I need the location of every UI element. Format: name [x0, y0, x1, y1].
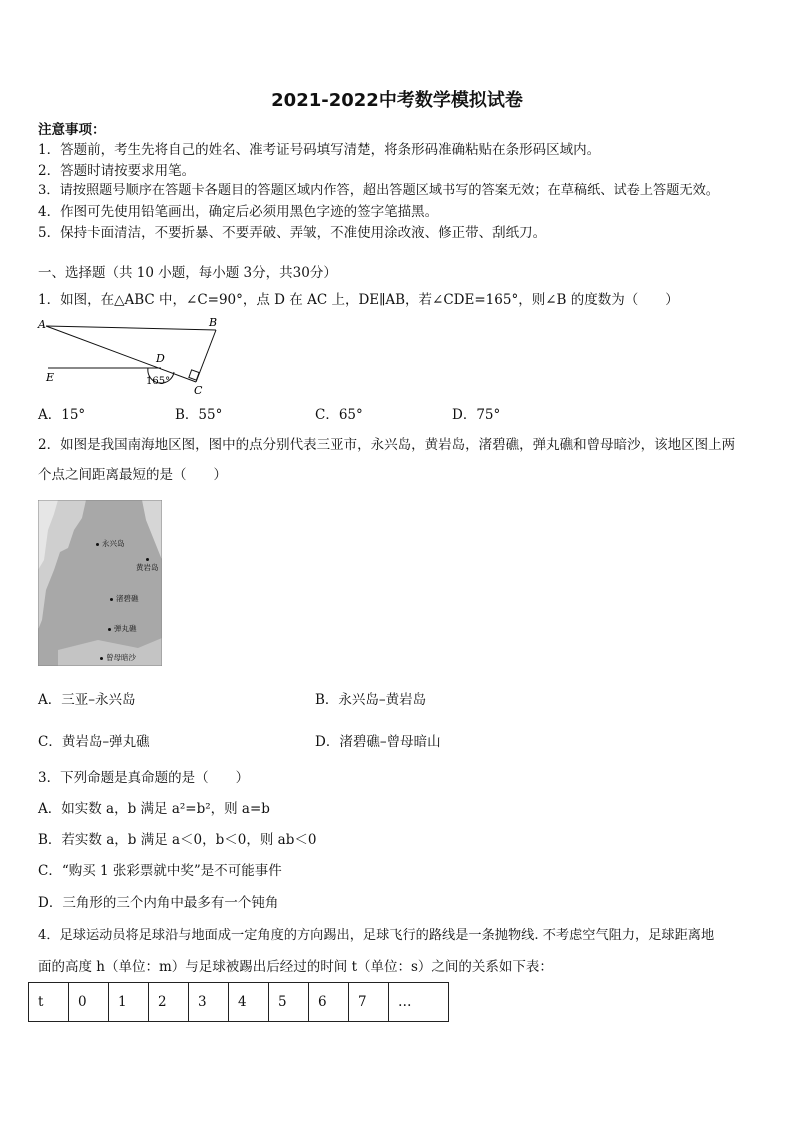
table-cell: 7 [349, 983, 389, 1022]
page-title: 2021-2022中考数学模拟试卷 [271, 90, 523, 111]
question-1-text: 1．如图，在△ABC 中，∠C=90°，点 D 在 AC 上，DE∥AB，若∠CDE=165°，则∠B 的度数为（ ） [38, 292, 679, 308]
notice-item-3: 3．请按照题号顺序在答题卡各题目的答题区域内作答，超出答题区域书写的答案无效；在草稿纸、试卷上答题无效。 [38, 183, 719, 198]
q1-option-c[interactable]: C．65° [315, 407, 363, 423]
notice-item-5: 5．保持卡面清洁，不要折暴、不要弄破、弄皱，不准使用涂改液、修正带、刮纸刀。 [38, 225, 547, 241]
q2-option-b[interactable]: B．永兴岛–黄岩岛 [315, 692, 427, 708]
label-d: D [156, 352, 165, 365]
label-e: E [46, 371, 55, 384]
label-a: A [38, 318, 46, 331]
map-label-danwan: 弹丸礁 [114, 624, 137, 633]
q2-option-c[interactable]: C．黄岩岛–弹丸礁 [38, 734, 150, 750]
question-4-line-2: 面的高度 h（单位：m）与足球被踢出后经过的时间 t（单位：s）之间的关系如下表： [38, 959, 553, 975]
q1-triangle-figure [36, 314, 226, 396]
q3-option-b[interactable]: B．若实数 a，b 满足 a＜0，b＜0，则 ab＜0 [38, 832, 317, 848]
q1-option-b[interactable]: B．55° [175, 407, 223, 423]
map-label-huangyan: 黄岩岛 [136, 563, 159, 572]
notice-item-1: 1．答题前，考生先将自己的姓名、准考证号码填写清楚，将条形码准确粘贴在条形码区域内。 [38, 142, 601, 158]
map-label-zhubi: 渚碧礁 [116, 594, 139, 603]
q1-option-a[interactable]: A．15° [38, 407, 86, 423]
q3-option-d[interactable]: D．三角形的三个内角中最多有一个钝角 [38, 895, 279, 911]
q3-option-c[interactable]: C．“购买 1 张彩票就中奖”是不可能事件 [38, 863, 282, 879]
map-label-zengmu: 曾母暗沙 [106, 653, 136, 662]
question-2-line-2: 个点之间距离最短的是（ ） [38, 467, 227, 483]
south-china-sea-map [38, 500, 162, 666]
notice-heading: 注意事项： [38, 122, 106, 138]
angle-label: 165° [146, 376, 171, 387]
q1-option-d[interactable]: D．75° [452, 407, 501, 423]
table-cell: 3 [189, 983, 229, 1022]
section-heading: 一、选择题（共 10 小题，每小题 3分，共30分） [38, 265, 337, 281]
table-cell: … [389, 983, 449, 1022]
table-cell: t [29, 983, 69, 1022]
map-label-yongxing: 永兴岛 [102, 539, 125, 548]
table-cell: 4 [229, 983, 269, 1022]
table-cell: 2 [149, 983, 189, 1022]
table-cell: 1 [109, 983, 149, 1022]
table-cell: 0 [69, 983, 109, 1022]
notice-item-2: 2．答题时请按要求用笔。 [38, 163, 196, 179]
notice-item-4: 4．作图可先使用铅笔画出，确定后必须用黑色字迹的签字笔描黑。 [38, 204, 439, 220]
q2-option-a[interactable]: A．三亚–永兴岛 [38, 692, 136, 708]
table-cell: 6 [309, 983, 349, 1022]
question-3-text: 3．下列命题是真命题的是（ ） [38, 770, 250, 786]
q2-option-d[interactable]: D．渚碧礁–曾母暗山 [315, 734, 441, 750]
question-4-line-1: 4．足球运动员将足球沿与地面成一定角度的方向踢出，足球飞行的路线是一条抛物线. 不考虑空气阻力，足球距离地 [38, 928, 715, 943]
q3-option-a[interactable]: A．如实数 a，b 满足 a²=b²，则 a=b [38, 801, 270, 817]
label-c: C [194, 384, 203, 396]
q4-data-table [28, 982, 449, 1022]
label-b: B [209, 316, 218, 329]
table-cell: 5 [269, 983, 309, 1022]
table-row [29, 983, 449, 1022]
question-2-line-1: 2．如图是我国南海地区图，图中的点分别代表三亚市，永兴岛，黄岩岛，渚碧礁，弹丸礁和曾母暗沙，该地区图上两 [38, 437, 736, 453]
